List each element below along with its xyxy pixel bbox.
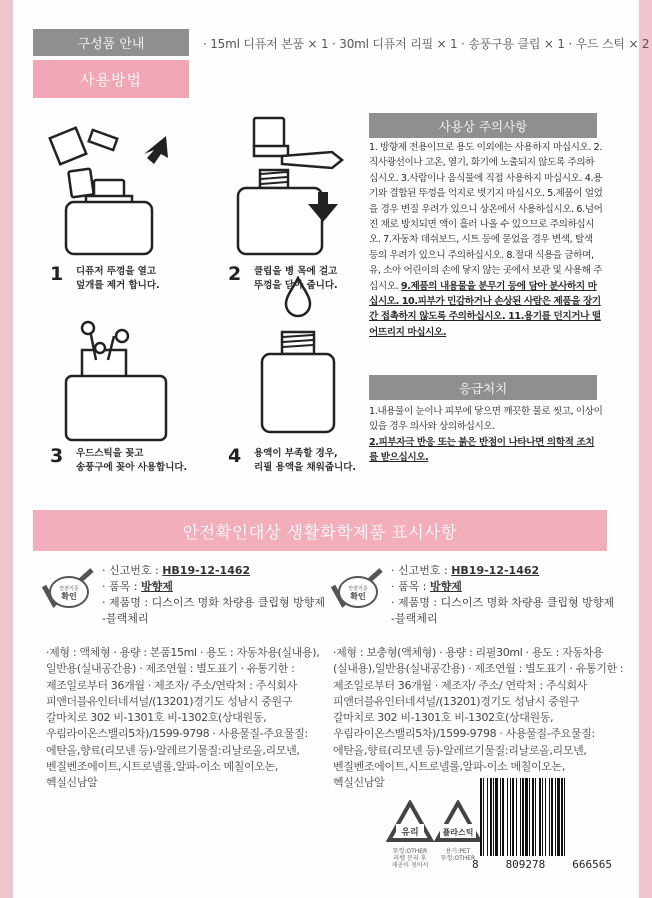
svg-text:확인: 확인 — [61, 592, 77, 601]
product-2-spec — [333, 645, 623, 792]
barcode-bar — [529, 778, 530, 856]
barcode-bar — [549, 778, 550, 856]
item-label: · 품목 : — [102, 580, 141, 593]
name-label: · 제품명 : — [391, 596, 441, 609]
caption-line: 재공이 첫어서 — [391, 862, 429, 869]
emergency-label: 응급처치 — [369, 375, 597, 400]
safety-check-mark-icon — [329, 566, 385, 610]
name-value-2: -블랙체리 — [102, 612, 149, 625]
spec-line: ·제형 : 액체형 · 용량 : 본품15ml · 용도 : 자동차용(실내용), — [46, 646, 320, 659]
safety-check-mark-icon — [40, 566, 96, 610]
caption-line: 용기:PET — [445, 848, 471, 855]
barcode-bar — [532, 778, 534, 856]
components-label: 구성품 안내 — [33, 29, 189, 56]
step-2 — [228, 263, 338, 293]
spec-line: 제조일로부터 36개월 · 제조자/ 주소/연락처 : 주식회사 — [46, 678, 297, 692]
caption-line: 뚜껑:OTHER — [392, 848, 428, 855]
barcode-bar — [520, 778, 521, 856]
svg-text:안전기준: 안전기준 — [348, 586, 368, 592]
caution-label: 사용상 주의사항 — [369, 113, 597, 138]
spec-line: 일반용(실내공간용) · 제조연월 : 별도표기 · 유통기한 : — [46, 662, 295, 676]
name-value-2: -블랙체리 — [391, 612, 438, 625]
barcode-digit-group: 809278 — [505, 858, 546, 871]
svg-text:확인: 확인 — [350, 592, 366, 601]
barcode-bar — [551, 778, 553, 856]
spec-line: 갈마치로 302 비-1301호 비-1302호(상대원동, — [46, 711, 267, 725]
recycle-glass-caption — [385, 848, 435, 869]
step3-illustration — [62, 320, 172, 442]
spec-line: 피앤더블유인터네셔널/(13201)경기도 성남시 중원구 — [46, 694, 293, 708]
product-1-info — [102, 563, 325, 627]
item-label: · 품목 : — [391, 580, 430, 593]
recycle-glass-icon — [386, 800, 434, 846]
svg-text:유리: 유리 — [401, 828, 419, 838]
barcode-bar — [502, 778, 504, 856]
barcode-bar — [510, 778, 511, 856]
caption-line: 라벨 분리 후 — [393, 855, 427, 862]
name-value: 디스이즈 명화 차량용 클립형 방향제 — [440, 596, 614, 609]
report-number: HB19-12-1462 — [162, 564, 251, 577]
usage-label: 사용방법 — [33, 60, 189, 98]
step-1 — [50, 263, 160, 293]
step1-illustration — [46, 122, 176, 257]
svg-text:안전기준: 안전기준 — [59, 586, 79, 592]
emergency-emphasis: 2.피부자극 반응 또는 붉은 반점이 나타나면 의학적 조치를 받으십시오. — [369, 436, 595, 464]
spec-line: 벤질벤조에이트,시트로넬롤,알파-이소 메칠이오논, — [333, 760, 566, 774]
step-text: 리필 용액을 채워줍니다. — [254, 462, 356, 473]
clip-icon — [254, 146, 288, 156]
barcode-bar — [495, 778, 498, 856]
barcode-bar — [500, 778, 501, 856]
spec-line: 에탄올,향료(리모넨 등)-알레르기물질:리날로올,리모넨, — [46, 743, 300, 757]
spec-line: 헥실신남알 — [333, 776, 385, 790]
barcode-bar — [564, 778, 565, 856]
step4-illustration — [258, 276, 338, 434]
spec-line: (실내용),일반용(실내공간용) · 제조연월 : 별도표기 · 유통기한 : — [333, 662, 624, 676]
caption-line: 뚜껑:OTHER — [440, 855, 476, 862]
barcode-bar — [542, 778, 543, 856]
product-2-info — [391, 563, 614, 627]
step-text: 우드스틱을 꽂고 — [76, 448, 144, 459]
report-label: · 신고번호 : — [391, 564, 452, 577]
barcode — [472, 778, 612, 858]
step-text: 뚜껑을 닫아 줍니다. — [254, 280, 338, 291]
spec-line: 갈마치로 302 비-1301호 비-1302호(상대원동, — [333, 711, 554, 725]
step-text: 덮개를 제거 합니다. — [76, 280, 160, 291]
caution-text — [369, 140, 603, 340]
barcode-bar — [512, 778, 514, 856]
step-text: 용액이 부족할 경우, — [254, 448, 338, 459]
safety-banner: 안전확인대상 생활화학제품 표시사항 — [33, 510, 607, 551]
item-value: 방향제 — [429, 580, 462, 593]
barcode-bar — [535, 778, 536, 856]
spec-line: 피앤더블유인터네셔널/(13201)경기도 성남시 중원구 — [333, 694, 580, 708]
step-number: 2 — [228, 263, 242, 285]
step-text: 송풍구에 꽂아 사용합니다. — [76, 462, 188, 473]
step-3 — [50, 445, 187, 475]
step-number: 3 — [50, 445, 64, 467]
spec-line: 우림라이온스밸리5차)/1599-9798 · 사용물질-주요물질: — [333, 727, 595, 741]
report-number: HB19-12-1462 — [451, 564, 540, 577]
barcode-bar — [561, 778, 563, 856]
barcode-bar — [525, 778, 528, 856]
barcode-bar — [539, 778, 541, 856]
step2-illustration — [232, 116, 362, 257]
spec-line: 우림라이온스밸리5차)/1599-9798 · 사용물질-주요물질: — [46, 727, 308, 741]
barcode-bar — [522, 778, 524, 856]
barcode-digit-group: 8 — [472, 858, 479, 871]
spec-line: 제조일로부터 36개월 · 제조자/ 주소/ 연락처 : 주식회사 — [333, 678, 588, 692]
barcode-bar — [487, 778, 488, 856]
barcode-digits — [472, 858, 612, 871]
step-text: 클립을 병 목에 걸고 — [254, 266, 338, 277]
item-value: 방향제 — [140, 580, 173, 593]
spec-line: ·제형 : 보충형(액체형) · 용량 : 리필30ml · 용도 : 자동차용 — [333, 646, 604, 659]
barcode-bar — [493, 778, 494, 856]
step-4 — [228, 445, 356, 475]
components-text: · 15ml 디퓨저 본품 × 1 · 30ml 디퓨저 리필 × 1 · 송풍구용 클립 × 1 · 우드 스틱 × 2 — [203, 37, 650, 51]
barcode-digit-group: 666565 — [572, 858, 612, 871]
report-label: · 신고번호 : — [102, 564, 163, 577]
name-value: 디스이즈 명화 차량용 클립형 방향제 — [151, 596, 325, 609]
barcode-bar — [555, 778, 556, 856]
step-number: 4 — [228, 445, 242, 467]
product-1-spec — [46, 645, 319, 792]
spec-line: 헥실신남알 — [46, 776, 98, 790]
arrow-up-icon — [144, 136, 168, 164]
emergency-normal: 1.내용물이 눈이나 피부에 닿으면 깨끗한 물로 씻고, 이상이 있을 경우 의사와 상의하십시오. — [369, 406, 603, 433]
caution-emphasis: 9.제품의 내용물을 분무기 등에 담아 분사하지 마십시오. 10.피부가 민감하거나 손상된 사람은 제품을 장기간 접촉하지 않도록 주의하십시오. 11.용기를 던지거나 떨어뜨리지 마십시오. — [369, 280, 601, 338]
spec-line: 벤질벤조에이트,시트로넬롤,알파-이소 메칠이오논, — [46, 760, 279, 774]
emergency-text — [369, 404, 603, 466]
barcode-bar — [545, 778, 546, 856]
step-text: 디퓨저 뚜껑을 열고 — [76, 266, 157, 277]
barcode-bar — [490, 778, 492, 856]
barcode-bar — [507, 778, 508, 856]
barcode-bar — [483, 778, 484, 856]
barcode-bar — [557, 778, 560, 856]
barcode-bar — [480, 778, 482, 856]
cap-icon — [68, 169, 93, 198]
barcode-bar — [516, 778, 517, 856]
name-label: · 제품명 : — [102, 596, 152, 609]
caution-normal: 1. 방향제 전용이므로 용도 이외에는 사용하지 마십시오. 2.직사광선이나 고온, 열기, 화기에 노출되지 않도록 주의하십시오. 3.사람이나 음식물에 직접 사용하지 마십시오. 4.용기와 결합된 뚜껑을 억지로 벗기지 마십시오. 5.제품이 얼었을 경우 변질 우려가 있으니 상온에서 사용하십시오. 6.넘어진 채로 방치되면 액이 흘러 나올 수 있으므로 주의하십시오. 7.자동차 데쉬보드, 시트 등에 묻었을 경우 변색, 탈색 등의 우려가 있으니 주의하십시오. 8.절대 식용을 금하며, 유, 소아 어린이의 손에 닿지 않는 곳에서 보관 및 사용해 주십시오. — [369, 142, 603, 292]
spec-line: 에탄올,향료(리모넨 등)-알레르기물질:리날로올,리모넨, — [333, 743, 587, 757]
step-number: 1 — [50, 263, 64, 285]
svg-text:플라스틱: 플라스틱 — [442, 828, 474, 837]
